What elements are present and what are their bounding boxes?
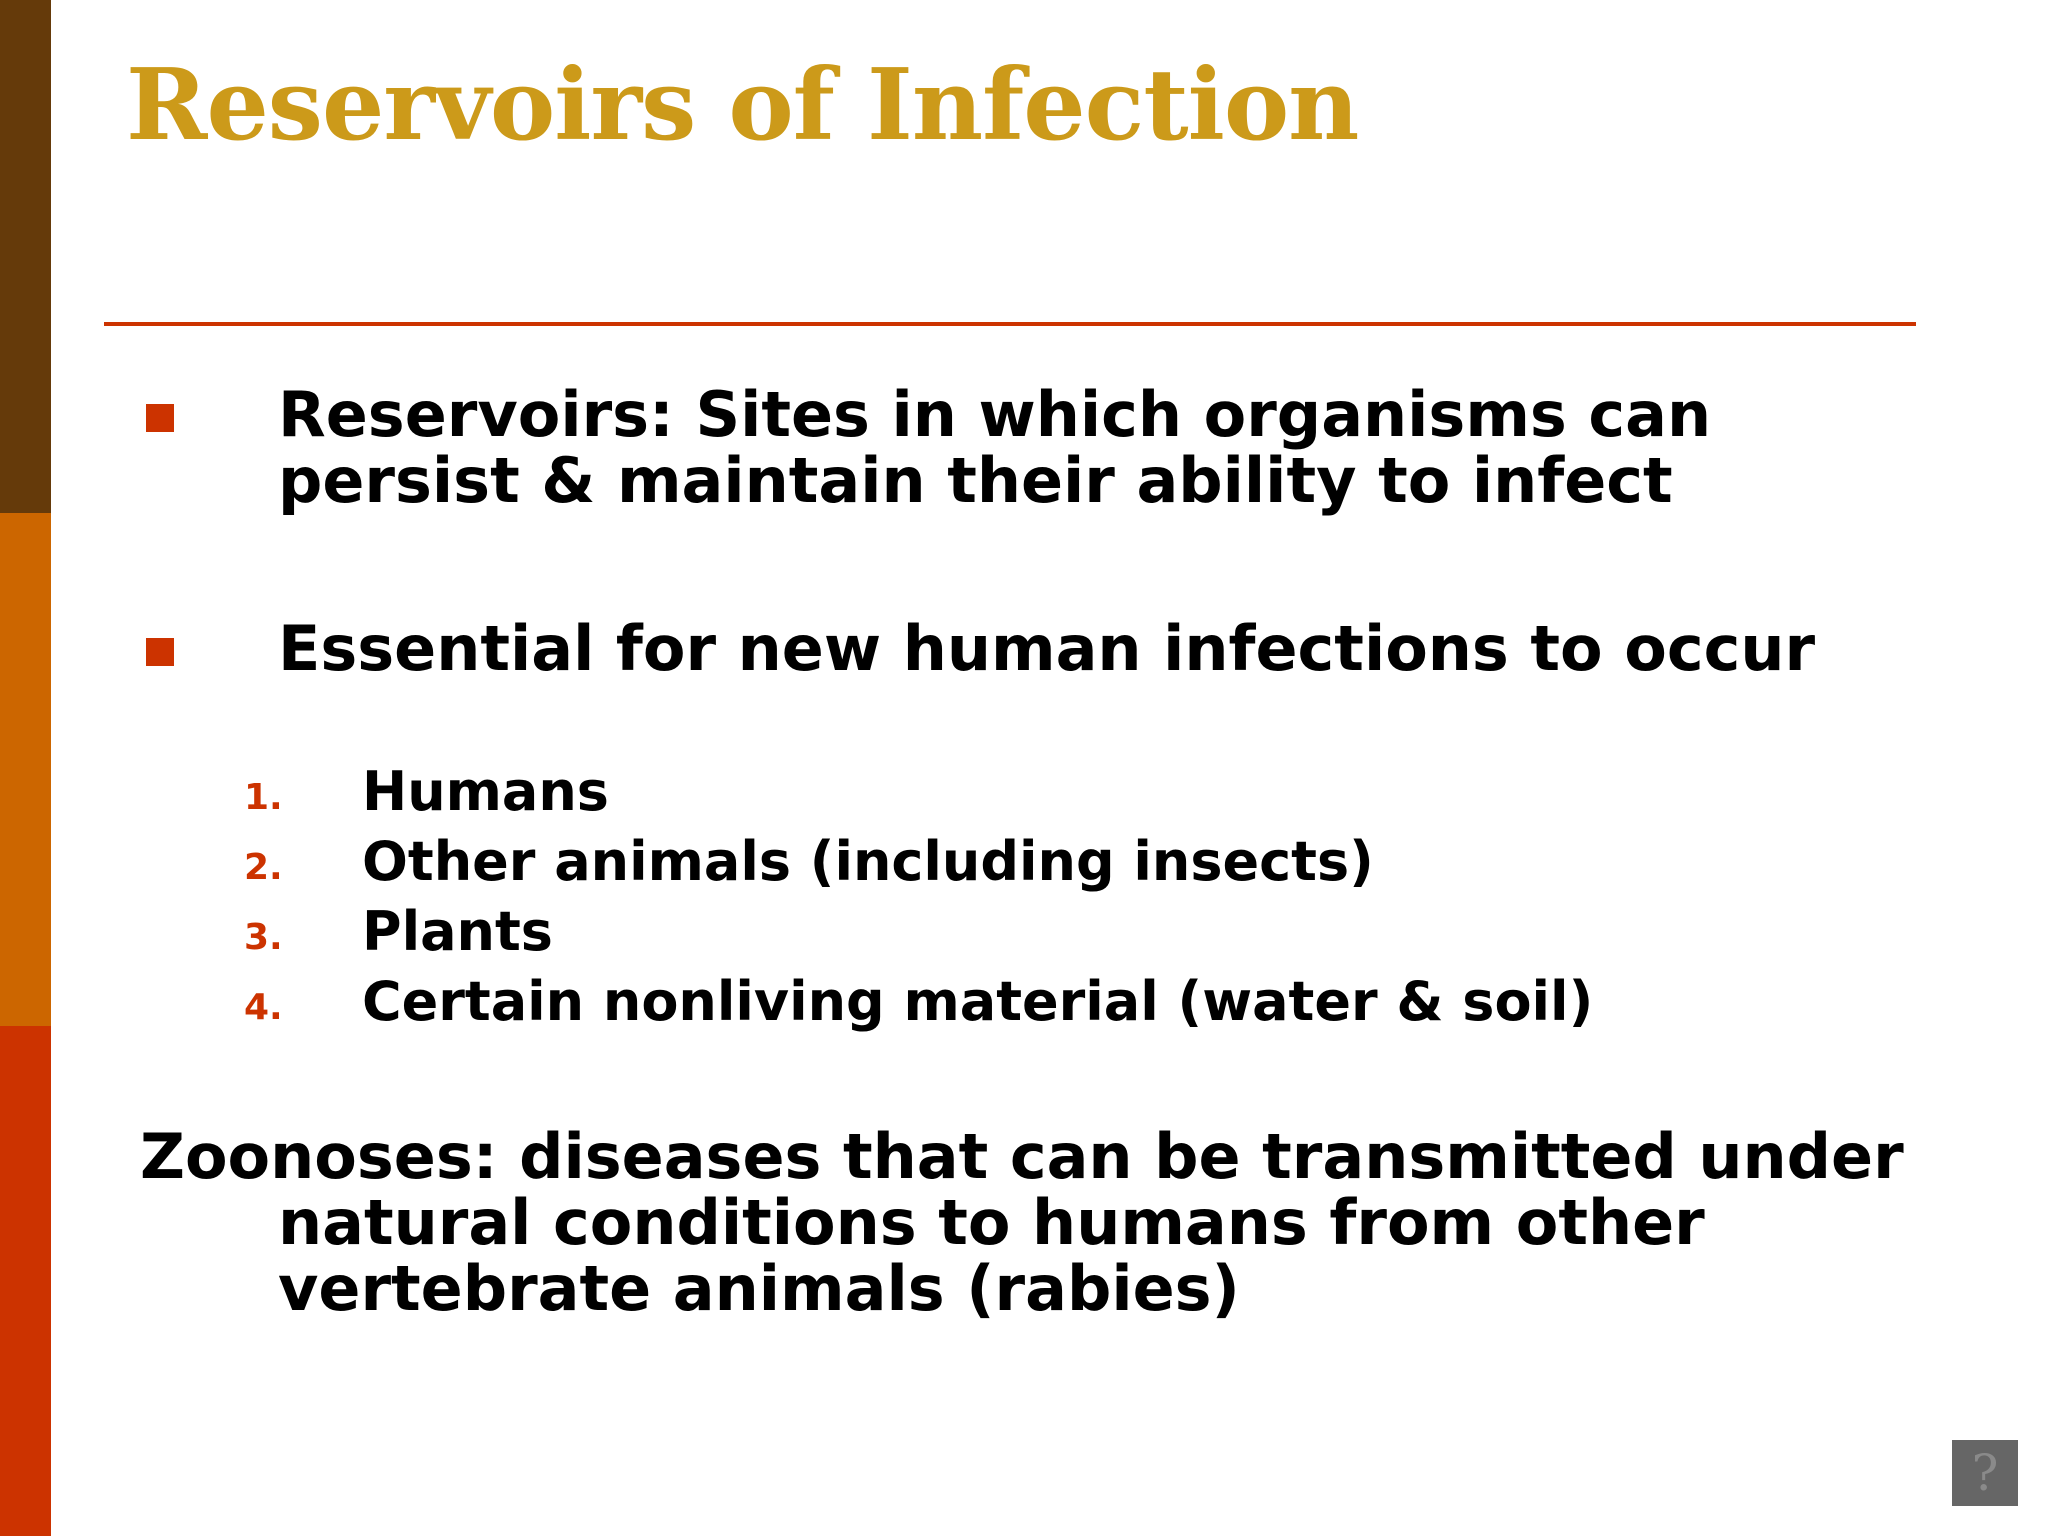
side-bar-segment-bottom (0, 1026, 51, 1536)
square-bullet-icon (146, 638, 174, 666)
list-item-text: Certain nonliving material (water & soil) (362, 970, 1594, 1033)
list-item-text: Other animals (including insects) (362, 830, 1374, 893)
list-item (0, 760, 1800, 830)
reservoir-types-list (0, 760, 1800, 1040)
list-number: 3. (244, 917, 283, 958)
question-mark-icon[interactable]: ? (1952, 1440, 2018, 1506)
list-item (0, 970, 1800, 1040)
list-number: 4. (244, 987, 283, 1028)
list-item (0, 900, 1800, 970)
title-underline-rule (104, 322, 1916, 326)
list-number: 1. (244, 777, 283, 818)
list-item-text: Plants (362, 900, 553, 963)
slide-title: Reservoirs of Infection (126, 48, 1359, 163)
list-item-text: Humans (362, 760, 609, 823)
bullet-text: Essential for new human infections to occur (278, 612, 1816, 685)
square-bullet-icon (146, 404, 174, 432)
side-bar-segment-top (0, 0, 51, 513)
list-item (0, 830, 1800, 900)
list-number: 2. (244, 847, 283, 888)
bullet-text: Reservoirs: Sites in which organisms can persist & maintain their ability to infect (278, 378, 1712, 517)
zoonoses-definition: Zoonoses: diseases that can be transmitted under natural conditions to humans from other vertebrate animals (rabies) (140, 1120, 1904, 1325)
